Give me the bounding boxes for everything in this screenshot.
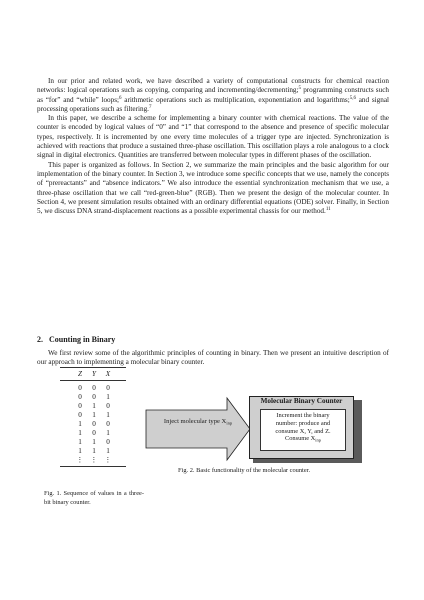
ellipsis-cell: ⋮: [76, 456, 84, 464]
table-cell: 0: [92, 393, 96, 401]
text-run: arithmetic operations such as multiplication, exponentiation and logarithms;: [121, 95, 350, 104]
table-cell: 1: [106, 393, 110, 401]
citation-ref: 5,6: [349, 95, 356, 101]
citation-ref: 7: [148, 104, 152, 110]
table-cell: 1: [78, 447, 82, 455]
table-cell: 0: [92, 429, 96, 437]
section-number: 2.: [37, 335, 43, 344]
text-run: programming constructs such as “for” and “while” loops;: [37, 86, 389, 104]
figure-1-caption: Fig. 1. Sequence of values in a three-bit binary counter.: [44, 490, 144, 506]
citation-ref: 5: [298, 86, 302, 92]
description-line-4: Consume $X_{inp}$: [284, 435, 322, 443]
text-run: and signal processing operations such as filtering.: [37, 95, 390, 113]
table-cell: 1: [92, 438, 96, 446]
inject-arrow: [146, 398, 250, 460]
text-run: In this paper, we describe a scheme for implementing a binary counter with chemical reactions. The value of the counter is encoded by logical values of “0” and “1” that correspond to the absence and presence of specific molecular types, respectively. It is incremented by one every time molecules of a trigger type are injected. Synchronization is achieved with reactions that produce a sustained three-phase oscillation. This oscillation plays a role analogous to a clock signal in digital electronics. Quantities are transferred between molecular types in different phases of the oscillation.: [37, 114, 389, 160]
header-z: Z: [78, 370, 82, 378]
table-cell: 1: [78, 420, 82, 428]
table-cell: 1: [92, 411, 96, 419]
table-cell: 0: [78, 393, 82, 401]
table-cell: 1: [78, 438, 82, 446]
figure-2-caption: Fig. 2. Basic functionality of the molecular counter.: [178, 467, 311, 474]
description-line-2: number: produce and: [275, 419, 331, 427]
section-paragraph: We first review some of the algorithmic principles of counting in binary. Then we present an intuitive description of our approach to implementing a molecular binary counter.: [37, 349, 389, 367]
inject-label: Inject molecular type $X_{inp}$: [163, 418, 233, 426]
table-cell: 0: [92, 384, 96, 392]
table-cell: 0: [106, 438, 110, 446]
counter-box-description: [260, 409, 346, 451]
citation-ref: 6: [119, 95, 122, 101]
description-line-1: Increment the binary: [276, 412, 330, 419]
header-x: X: [105, 370, 111, 378]
citation-ref: 11: [325, 207, 331, 213]
table-cell: 0: [92, 420, 96, 428]
table-cell: 0: [106, 384, 110, 392]
table-cell: 0: [78, 411, 82, 419]
table-cell: 1: [92, 402, 96, 410]
table-cell: 0: [106, 402, 110, 410]
counter-box-title: Molecular Binary Counter: [260, 397, 343, 405]
header-y: Y: [92, 370, 96, 378]
text-run: In our prior and related work, we have described a variety of computational constructs for chemical reaction networks: logical operations such as copying, comparing and incrementing/decrementing;: [37, 77, 389, 95]
section-title: Counting in Binary: [49, 335, 116, 344]
text-run: This paper is organized as follows. In Section 2, we summarize the main principles and the basic algorithm for our implementation of the binary counter. In Section 3, we introduce some specific concepts that we use, namely the concepts of “prereactants” and “absence indicators.” We also introduce the essential synchronization mechanism that we use, a three-phase oscillation that we call “red-green-blue” (RGB). Then we present the design of the molecular counter. In Section 4, we present simulation results obtained with an ordinary differential equations (ODE) solver. Finally, in Section 5, we discuss DNA strand-displacement reactions as a possible experimental chassis for our method.: [37, 160, 389, 216]
table-cell: 1: [106, 411, 110, 419]
table-cell: 1: [92, 447, 96, 455]
table-cell: 0: [78, 384, 82, 392]
ellipsis-cell: ⋮: [90, 456, 98, 464]
ellipsis-cell: ⋮: [104, 456, 112, 464]
description-line-3: consume X, Y, and Z.: [275, 427, 331, 435]
table-cell: 0: [106, 420, 110, 428]
table-cell: 1: [78, 429, 82, 437]
table-cell: 0: [78, 402, 82, 410]
table-cell: 1: [106, 429, 110, 437]
table-cell: 1: [106, 447, 110, 455]
